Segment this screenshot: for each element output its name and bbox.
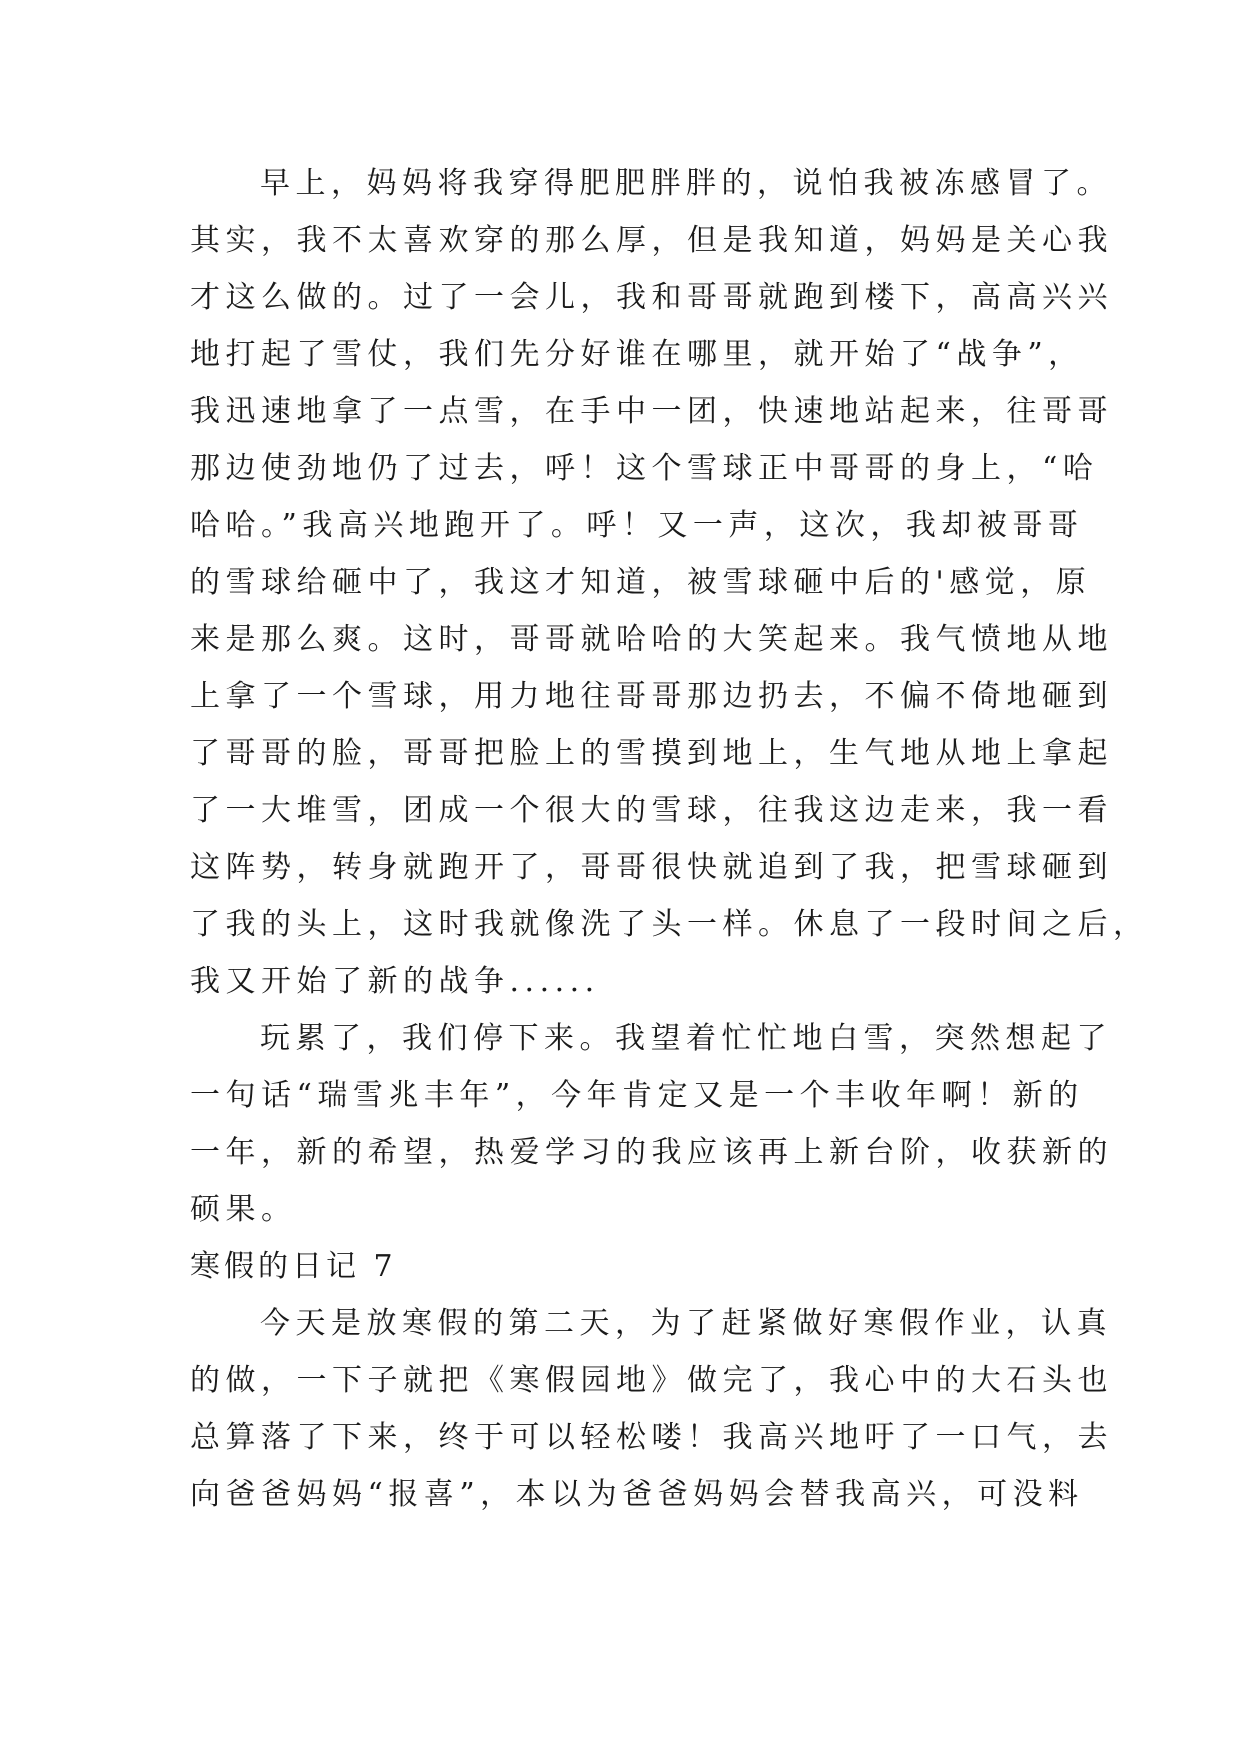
paragraph-line: 哈哈。”我高兴地跑开了。呼！又一声，这次，我却被哥哥	[190, 508, 1084, 543]
paragraph-line: 了哥哥的脸，哥哥把脸上的雪摸到地上，生气地从地上拿起	[190, 736, 1113, 771]
paragraph-line: 玩累了，我们停下来。我望着忙忙地白雪，突然想起了	[260, 1021, 1112, 1056]
paragraph-line: 我迅速地拿了一点雪，在手中一团，快速地站起来，往哥哥	[190, 394, 1113, 429]
paragraph-line: 今天是放寒假的第二天，为了赶紧做好寒假作业，认真	[260, 1306, 1112, 1341]
paragraph-line: 了我的头上，这时我就像洗了头一样。休息了一段时间之后，	[190, 907, 1149, 942]
paragraph-line: 其实，我不太喜欢穿的那么厚，但是我知道，妈妈是关心我	[190, 223, 1113, 258]
paragraph-line: 一年，新的希望，热爱学习的我应该再上新台阶，收获新的	[190, 1135, 1113, 1170]
paragraph-line: 我又开始了新的战争......	[190, 964, 600, 999]
paragraph-line: 向爸爸妈妈“报喜”，本以为爸爸妈妈会替我高兴，可没料	[190, 1477, 1084, 1512]
paragraph-line: 总算落了下来，终于可以轻松喽！我高兴地吁了一口气，去	[190, 1420, 1113, 1455]
paragraph-line: 这阵势，转身就跑开了，哥哥很快就追到了我，把雪球砸到	[190, 850, 1113, 885]
paragraph-line: 上拿了一个雪球，用力地往哥哥那边扔去，不偏不倚地砸到	[190, 679, 1113, 714]
paragraph-line: 那边使劲地仍了过去，呼！这个雪球正中哥哥的身上，“哈	[190, 451, 1099, 486]
paragraph-line: 的做，一下子就把《寒假园地》做完了，我心中的大石头也	[190, 1363, 1113, 1398]
paragraph-line: 了一大堆雪，团成一个很大的雪球，往我这边走来，我一看	[190, 793, 1113, 828]
paragraph-line: 地打起了雪仗，我们先分好谁在哪里，就开始了“战争”，	[190, 337, 1084, 372]
paragraph-line: 才这么做的。过了一会儿，我和哥哥就跑到楼下，高高兴兴	[190, 280, 1113, 315]
paragraph-line: 硕果。	[190, 1192, 297, 1227]
section-heading: 寒假的日记 7	[190, 1249, 397, 1284]
paragraph-line: 一句话“瑞雪兆丰年”，今年肯定又是一个丰收年啊！新的	[190, 1078, 1084, 1113]
paragraph-line: 来是那么爽。这时，哥哥就哈哈的大笑起来。我气愤地从地	[190, 622, 1113, 657]
paragraph-line: 早上，妈妈将我穿得肥肥胖胖的，说怕我被冻感冒了。	[260, 166, 1112, 201]
paragraph-line: 的雪球给砸中了，我这才知道，被雪球砸中后的'感觉，原	[190, 565, 1092, 600]
